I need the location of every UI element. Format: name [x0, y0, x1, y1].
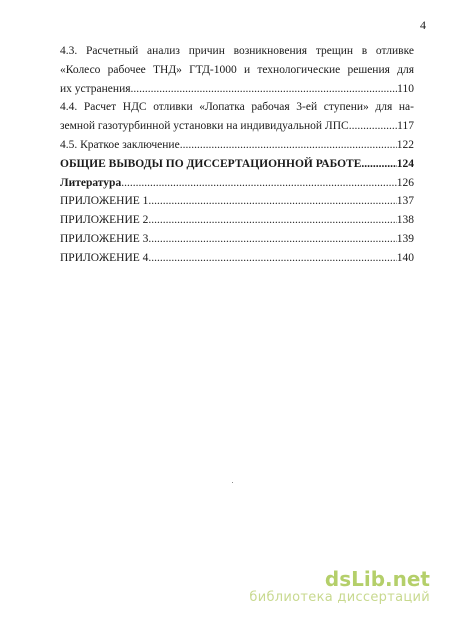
dot-leader — [148, 192, 396, 211]
watermark — [249, 568, 430, 606]
toc-appendix-1-page: 137 — [396, 195, 414, 208]
toc-conclusions-text: ОБЩИЕ ВЫВОДЫ ПО ДИССЕРТАЦИОННОЙ РАБОТЕ — [60, 157, 362, 170]
scan-speck — [232, 482, 233, 483]
toc-entry-4-3-text: их устранения — [60, 82, 131, 95]
toc-entry-4-4-line-2 — [60, 117, 414, 136]
toc-appendix-3-page: 139 — [396, 232, 414, 245]
toc-entry-4-4-line-1: 4.4. Расчет НДС отливки «Лопатка рабочая 3-ей ступени» для на- — [60, 101, 414, 114]
dot-leader — [148, 211, 396, 230]
toc-appendix-3-text: ПРИЛОЖЕНИЕ 3 — [60, 232, 149, 245]
toc-entry-appendix-4 — [60, 249, 414, 268]
toc-entry-4-4-text: земной газотурбинной установки на индивидуальной ЛПС — [60, 120, 349, 133]
watermark-subtitle: библиотека диссертаций — [249, 590, 430, 605]
dot-leader — [148, 230, 396, 249]
toc-appendix-2-page: 138 — [396, 214, 414, 227]
toc-appendix-1-text: ПРИЛОЖЕНИЕ 1 — [60, 195, 149, 208]
toc-entry-4-5-text: 4.5. Краткое заключение — [60, 138, 180, 151]
dot-leader — [361, 155, 396, 174]
toc-entry-4-5-page: 122 — [396, 138, 414, 151]
toc-entry-4-5 — [60, 136, 414, 155]
watermark-logo: dsLib.net — [324, 567, 430, 591]
toc-entry-conclusions — [60, 155, 414, 174]
page-number: 4 — [420, 18, 426, 32]
toc-appendix-2-text: ПРИЛОЖЕНИЕ 2 — [60, 214, 149, 227]
toc-entry-appendix-3 — [60, 230, 414, 249]
toc-appendix-4-page: 140 — [396, 251, 414, 264]
toc-entry-4-3-line-2: «Колесо рабочее ТНД» ГТД-1000 и технологические решения для — [60, 63, 414, 76]
dot-leader — [349, 117, 397, 136]
dot-leader — [131, 80, 398, 99]
table-of-contents — [60, 42, 414, 268]
toc-appendix-4-text: ПРИЛОЖЕНИЕ 4 — [60, 251, 149, 264]
toc-entry-appendix-1 — [60, 192, 414, 211]
toc-literature-page: 126 — [396, 176, 414, 189]
toc-entry-4-3-line-3 — [60, 80, 414, 99]
toc-entry-4-3-line-1: 4.3. Расчетный анализ причин возникновения трещин в отливке — [60, 45, 414, 57]
toc-entry-literature — [60, 174, 414, 193]
dot-leader — [148, 249, 396, 268]
dot-leader — [121, 174, 397, 193]
toc-entry-4-3-page: 110 — [397, 82, 414, 95]
toc-conclusions-page: 124 — [396, 157, 414, 170]
toc-entry-4-4-page: 117 — [397, 120, 414, 133]
dot-leader — [180, 136, 397, 155]
toc-entry-appendix-2 — [60, 211, 414, 230]
toc-literature-text: Литература — [60, 176, 122, 189]
